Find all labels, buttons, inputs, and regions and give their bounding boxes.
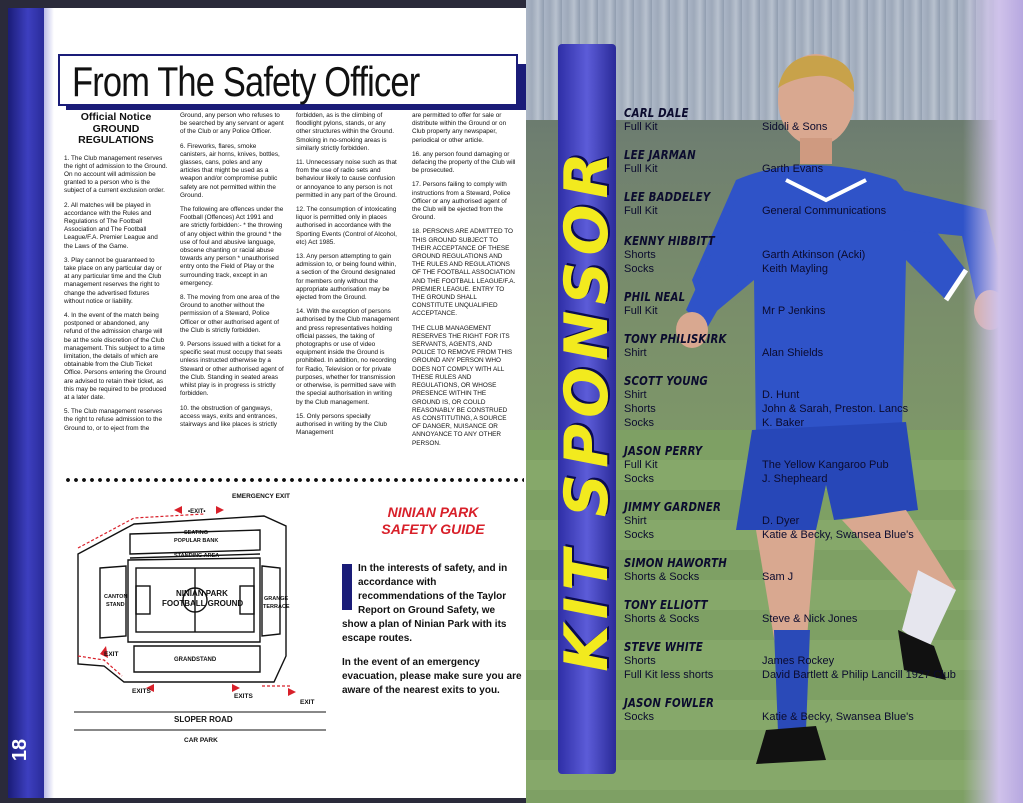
label-grange-2: TERRACE [263,604,290,610]
regulation-paragraph: 17. Persons failing to comply with instructions from a Steward, Police Officer or any authorised agent of the Club will be ejected from the Ground. [412,181,511,222]
regulation-paragraph: 4. In the event of the match being postponed or abandoned, any refund of the admission charge will be at the sole discretion of the Club management. This subject to a time limitation, the details of which are obtainable from the Club Ticket Office. Persons entering the Ground are advised to retain their ticket, as this may be required to be produced at a later date. [64,311,167,401]
regulation-paragraph: 9. Persons issued with a ticket for a specific seat must occupy that seats unless instructed otherwise by a Steward or other authorised agent of the Club. Standing in seated areas whilst play is in progress is strictly forbidden. [180,341,284,398]
sponsor-row [624,304,964,318]
sponsor-entry [624,444,964,486]
sponsor-row [624,120,964,134]
sponsor-entry [624,598,964,626]
sponsor-row [624,654,964,668]
sponsor-entry [624,332,964,360]
sponsor-row [624,458,964,472]
sponsor-name: John & Sarah, Preston. Lancs [762,403,909,415]
regulations-column-1 [64,112,168,439]
sponsor-entry [624,148,964,176]
sponsor-entry [624,290,964,318]
kit-item: Socks [624,263,654,275]
regulation-paragraph: THE CLUB MANAGEMENT RESERVES THE RIGHT FOR ITS SERVANTS, AGENTS, AND POLICE TO REMOVE FROM THIS GROUND ANY PERSON WHO DOES NOT COMPLY WITH ALL THESE RULES AND REGULATIONS, OR WHOSE PRESENCE WITHIN THE GROUND IS, OR COULD REASONABLY BE CONSTRUED AS CONSTITUTING, A SOURCE OF DANGER, NUISANCE OR ANNOYANCE TO ANY OTHER PERSON. [412,324,513,447]
kit-item: Shirt [624,515,647,527]
player-name: SCOTT YOUNG [624,374,708,388]
sponsor-row [624,248,964,262]
ground-regulations [64,112,524,472]
left-page [8,8,528,798]
label-grandstand: GRANDSTAND [174,657,217,663]
player-name: STEVE WHITE [624,640,704,654]
sponsor-row [624,416,964,430]
sponsor-row [624,262,964,276]
regulations-column-4 [412,112,516,454]
label-exit-top: •EXIT• [188,509,206,515]
sponsor-name: Sidoli & Sons [762,121,828,133]
guide-paragraph-1: In the interests of safety, and in accordance with recommendations of the Taylor Report on Ground Safety, we show a plan of Ninian Park with its escape routes. [342,563,508,644]
kit-item: Shirt [624,389,647,401]
sponsor-name: D. Dyer [762,515,800,527]
ground-plan-drawing [64,486,334,746]
player-name: KENNY HIBBITT [624,234,715,248]
sponsor-name: K. Baker [762,417,805,429]
sponsor-row [624,528,964,542]
regulations-column-3 [296,112,400,443]
drop-cap-block [342,564,352,610]
regulation-paragraph: 13. Any person attempting to gain admission to, or being found within, a section of the Ground designated for members only without the appropriate authorisation may be ejected from the Ground. [296,253,397,302]
regulation-paragraph: 2. All matches will be played in accordance with the Rules and Regulations of The Football Association and The Football League/F.A. Premier League and the Laws of the Game. [64,201,158,250]
label-ground-name-1: NINIAN PARK [176,589,228,598]
regulation-paragraph: 15. Only persons specially authorised in writing by the Club Management [296,412,387,437]
notice-heading: Official Notice GROUND REGULATIONS [78,111,154,146]
sponsor-entry [624,556,964,584]
kit-item: Full Kit [624,459,658,471]
regulation-paragraph: forbidden, as is the climbing of floodlight pylons, stands, or any other structures within the Ground. Smoking in no-smoking areas is similarly strictly forbidden. [296,112,395,152]
label-ground-name-2: FOOTBALL GROUND [162,599,244,608]
label-exit-right: EXIT [300,699,315,706]
player-name: LEE BADDELEY [624,190,711,204]
sponsor-name: General Communications [762,205,887,217]
guide-paragraph-2: In the event of an emergency evacuation, please make sure you are aware of the nearest exits to you. [342,657,522,696]
regulation-paragraph: 12. The consumption of intoxicating liquor is permitted only in places authorised in accordance with the Sporting Events (Control of Alcohol, etc) Act 1985. [296,206,397,246]
sponsor-name: The Yellow Kangaroo Pub [762,459,889,471]
sponsor-row [624,346,964,360]
sponsor-name: Keith Mayling [762,263,829,275]
sponsor-name: Steve & Nick Jones [762,613,858,625]
regulation-paragraph: 14. With the exception of persons authorised by the Club management and press representatives holding official passes, the taking of photographs or use of video equipment inside the Ground is prohibited. In addition, no recording for Radio, Television or for private purposes, whether for transmission or otherwise, is permitted save with the special authorisation in writing by the Club management. [296,308,400,406]
sponsor-name: Garth Atkinson (Acki) [762,249,866,261]
kit-item: Full Kit [624,163,658,175]
sponsor-name: D. Hunt [762,389,800,401]
player-name: CARL DALE [624,106,689,120]
kit-item: Shorts [624,403,656,415]
sponsor-entry [624,106,964,134]
sponsor-entry [624,500,964,542]
kit-item: Shorts [624,655,656,667]
player-name: JASON PERRY [624,444,703,458]
sponsor-row [624,472,964,486]
sponsor-name: Mr P Jenkins [762,305,826,317]
regulation-paragraph: Ground, any person who refuses to be searched by any servant or agent of the Club or any Police Officer. [180,112,284,136]
label-canton-1: CANTON [104,594,128,600]
label-seating: SEATING [184,530,209,536]
sponsor-row [624,402,964,416]
sponsor-name: Alan Shields [762,347,824,359]
label-grange-1: GRANGE [264,596,289,602]
sponsor-row [624,514,964,528]
kit-item: Socks [624,529,654,541]
label-exits-2: EXITS [234,693,253,700]
player-name: JASON FOWLER [624,696,715,710]
kit-item: Shorts & Socks [624,571,700,583]
label-car-park: CAR PARK [184,737,218,744]
regulation-paragraph: 5. The Club management reserves the right to refuse admission to the Ground to, or to eject from the [64,408,163,432]
kit-item: Shorts [624,249,656,261]
kit-item: Shorts & Socks [624,613,700,625]
regulation-paragraph: The following are offences under the Football (Offences) Act 1991 and are strictly forbidden:- * the throwing of any object within the ground * the use of foul and abusive language, obscene chanting or racial abuse towards any person * unauthorised entry onto the Field of Play or the surrounding track, except in an emergency. [180,206,284,287]
guide-title-line-2: SAFETY GUIDE [381,521,485,537]
sponsor-row [624,162,964,176]
banner-label: KIT SPONSOR [552,146,622,672]
regulation-paragraph: 10. the obstruction of gangways, access ways, exits and entrances, stairways and like places is strictly [180,404,277,428]
guide-title [348,504,518,538]
regulation-paragraph: 1. The Club management reserves the right of admission to the Ground. On no account will admission be granted to a person who is the subject of a current exclusion order. [64,154,168,195]
player-name: TONY PHILISKIRK [624,332,727,346]
ground-plan [64,486,334,746]
sponsor-name: Katie & Becky, Swansea Blue's [762,711,914,723]
page-sidebar [8,8,44,798]
sidebar-bevel [44,8,54,798]
right-page [526,0,1023,803]
sponsor-name: James Rockey [762,655,835,667]
regulation-paragraph: 8. The moving from one area of the Ground to another without the permission of a Steward, Police Officer or other authorised agent of the Club is strictly forbidden. [180,294,280,334]
sponsor-row [624,668,964,682]
label-canton-2: STAND [106,602,125,608]
kit-item: Socks [624,473,654,485]
regulation-paragraph: 6. Fireworks, flares, smoke canisters, air horns, knives, bottles, glasses, cans, poles and any articles that might be used as a weapon and/or compromise public safety are not permitted within the Ground. [180,142,280,199]
label-sloper-road: SLOPER ROAD [174,715,233,724]
sponsor-name: J. Shepheard [762,473,828,485]
sponsor-row [624,570,964,584]
player-name: JIMMY GARDNER [624,500,721,514]
guide-text [342,562,522,708]
player-name: PHIL NEAL [624,290,686,304]
sponsor-entry [624,374,964,430]
kit-item: Socks [624,417,654,429]
page-title: From The Safety Officer [72,58,420,105]
kit-item: Full Kit [624,205,658,217]
regulation-paragraph: 16. any person found damaging or defacing the property of the Club will be prosecuted. [412,150,516,175]
label-exits-1: EXITS [132,688,151,695]
sponsor-name: Sam J [762,571,794,583]
page-number: 18 [9,738,31,762]
sponsor-name: Garth Evans [762,163,824,175]
kit-item: Shirt [624,347,647,359]
player-name: LEE JARMAN [624,148,696,162]
sponsor-entry [624,640,964,682]
sponsor-entry [624,190,964,218]
regulations-column-2 [180,112,284,435]
regulation-paragraph: are permitted to offer for sale or distribute within the Ground or on Club property any newspaper, periodical or other article. [412,112,507,144]
sponsor-entry [624,234,964,276]
kit-item: Socks [624,711,654,723]
regulation-paragraph: 3. Play cannot be guaranteed to take place on any particular day or at any particular time and the Club management reserves the right to change the advertised fixtures without notice or liability. [64,256,162,305]
sponsor-row [624,710,964,724]
dotted-divider [64,477,524,483]
regulation-paragraph: 18. PERSONS ARE ADMITTED TO THIS GROUND SUBJECT TO THEIR ACCEPTANCE OF THESE GROUND REGULATIONS AND THE RULES AND REGULATIONS OF THE FOOTBALL ASSOCIATION AND THE FOOTBALL LEAGUE/F.A. PREMIER LEAGUE. ENTRY TO THE GROUND SHALL CONSTITUTE UNQUALIFIED ACCEPTANCE. [412,228,516,318]
page-edge-tint [963,0,1023,803]
kit-item: Full Kit [624,305,658,317]
sponsor-row [624,388,964,402]
sponsor-row [624,204,964,218]
sponsor-entry [624,696,964,724]
sponsor-name: David Bartlett & Philip Lancill 1927 Club [762,669,956,681]
sponsor-row [624,612,964,626]
label-emergency: EMERGENCY EXIT [232,493,291,500]
label-standing-area: STANDING AREA [174,553,220,559]
label-popular-bank: POPULAR BANK [174,538,219,544]
regulation-paragraph: 11. Unnecessary noise such as that from the use of radio sets and behaviour likely to cause confusion or annoyance to any person is not permitted in any part of the Ground. [296,159,397,199]
player-name: TONY ELLIOTT [624,598,708,612]
label-exit-left: EXIT [104,651,119,658]
kit-sponsor-banner-text [552,44,622,774]
kit-item: Full Kit less shorts [624,669,714,681]
player-name: SIMON HAWORTH [624,556,727,570]
guide-title-line-1: NINIAN PARK [387,504,479,520]
sponsor-name: Katie & Becky, Swansea Blue's [762,529,914,541]
kit-item: Full Kit [624,121,658,133]
